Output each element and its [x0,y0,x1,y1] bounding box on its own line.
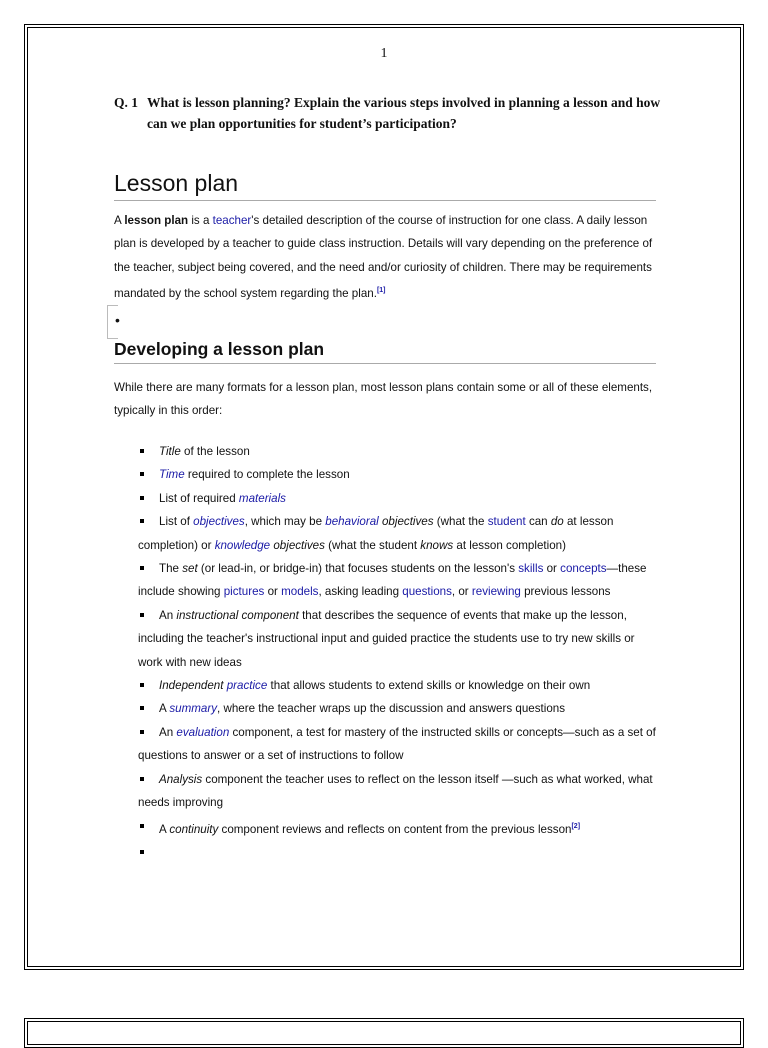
text-span: at lesson completion) [453,538,566,552]
question-number: Q. 1 [114,95,139,110]
square-bullet-icon [140,472,144,476]
text-span: required to complete the lesson [184,468,350,482]
text-span: 's detailed description of the course of instruction for one class. A daily lesson plan is developed by a teacher to guide class instruction. Details will vary depending on the preference of the teacher, subject being covered, and the need and/or curiosity of children. There may be requirements mandated by the school system regarding the plan. [114,214,653,301]
square-bullet-icon [140,519,144,523]
link-reviewing[interactable]: reviewing [471,585,521,599]
list-item [138,557,658,604]
text-span: is a [188,214,213,227]
text-span: (what the student [324,538,421,552]
text-span: The [159,562,183,576]
next-page-border [24,1018,744,1048]
list-item [138,768,658,815]
square-bullet-icon [140,824,144,828]
text-span: component, a test for mastery of the instructed skills or concepts—such as a set of questions to answer or a set of instructions to follow [138,725,656,763]
text-span: A [159,702,170,716]
reference-link-2[interactable]: [2] [571,822,581,830]
text-span: component the teacher uses to reflect on the lesson itself —such as what worked, what needs improving [138,772,653,810]
text-span: do [550,515,564,529]
list-item [138,721,658,768]
list-item [138,815,658,841]
text-span: An [159,725,177,739]
square-bullet-icon [140,496,144,500]
square-bullet-icon [140,777,144,781]
square-bullet-icon [140,613,144,617]
text-span: component reviews and reflects on content from the previous lesson [218,822,572,836]
text-span: , where the teacher wraps up the discussion and answers questions [217,702,566,716]
text-span: of the lesson [180,445,250,458]
link-models[interactable]: models [281,585,319,599]
text-span: Independent [159,679,224,693]
text-span: (or lead-in, or bridge-in) that focuses students on the lesson's [197,562,519,576]
question-text: What is lesson planning? Explain the various steps involved in planning a lesson and how can we plan opportunities for student’s participation? [147,95,661,131]
list-item [138,510,658,557]
text-span: previous lessons [520,585,611,599]
text-span: , asking leading [318,585,403,599]
text-span: at lesson completion) or [138,515,614,552]
lone-bullet: • [115,312,120,328]
text-span: List of required [159,491,239,505]
elements-list [138,440,658,864]
list-item [138,463,658,486]
link-summary[interactable]: summary [169,702,217,716]
lesson-plan-paragraph [114,209,664,305]
text-span: instructional component [176,608,299,622]
square-bullet-icon [140,850,144,854]
list-item [138,604,658,674]
link-questions[interactable]: questions [402,585,452,599]
intro-paragraph: While there are many formats for a lesson plan, most lesson plans contain some or all of these elements, typically in this order: [114,381,653,418]
list-item [138,487,658,510]
page-number: 1 [380,46,388,61]
text-span: or [264,585,282,599]
square-bullet-icon [140,683,144,687]
link-materials[interactable]: materials [238,491,286,505]
section-title-lesson-plan: Lesson plan [114,170,656,201]
text-span: —these include showing [138,562,647,599]
text-span: , which may be [244,515,326,529]
link-teacher[interactable]: teacher [212,214,252,227]
text-span: objectives [378,515,434,529]
link-time[interactable]: Time [159,468,185,482]
question-block [114,92,674,134]
square-bullet-icon [140,730,144,734]
list-item [138,697,658,720]
link-evaluation[interactable]: evaluation [176,725,230,739]
reference-link-1[interactable]: [1] [376,287,386,295]
text-span: A [159,822,170,836]
list-item-empty [138,841,658,864]
link-pictures[interactable]: pictures [223,585,265,599]
section-title-developing: Developing a lesson plan [114,339,656,364]
bold-term: lesson plan [124,214,189,227]
link-student[interactable]: student [487,515,526,529]
text-span: Analysis [159,772,203,786]
text-span: that describes the sequence of events that make up the lesson, including the teacher's instructional input and guided practice the students use to try new skills or work with new ideas [138,608,635,669]
text-span: Title [159,445,181,458]
square-bullet-icon [140,449,144,453]
square-bullet-icon [140,566,144,570]
text-span: objectives [270,538,325,552]
text-span: , or [451,585,472,599]
text-span: (what the [433,515,488,529]
text-span: continuity [169,822,219,836]
link-skills[interactable]: skills [518,562,544,576]
link-behavioral[interactable]: behavioral [325,515,379,529]
text-span: can [525,515,551,529]
link-knowledge[interactable]: knowledge [214,538,271,552]
list-item [138,440,658,463]
link-practice[interactable]: practice [223,679,268,693]
link-objectives[interactable]: objectives [193,515,245,529]
text-span: An [159,608,177,622]
text-span: that allows students to extend skills or knowledge on their own [267,679,591,693]
list-item [138,674,658,697]
text-span: set [182,562,198,576]
text-span: List of [159,515,194,529]
text-span: A [114,214,125,227]
link-concepts[interactable]: concepts [560,562,607,576]
text-span: or [543,562,561,576]
text-span: knows [420,538,454,552]
square-bullet-icon [140,706,144,710]
